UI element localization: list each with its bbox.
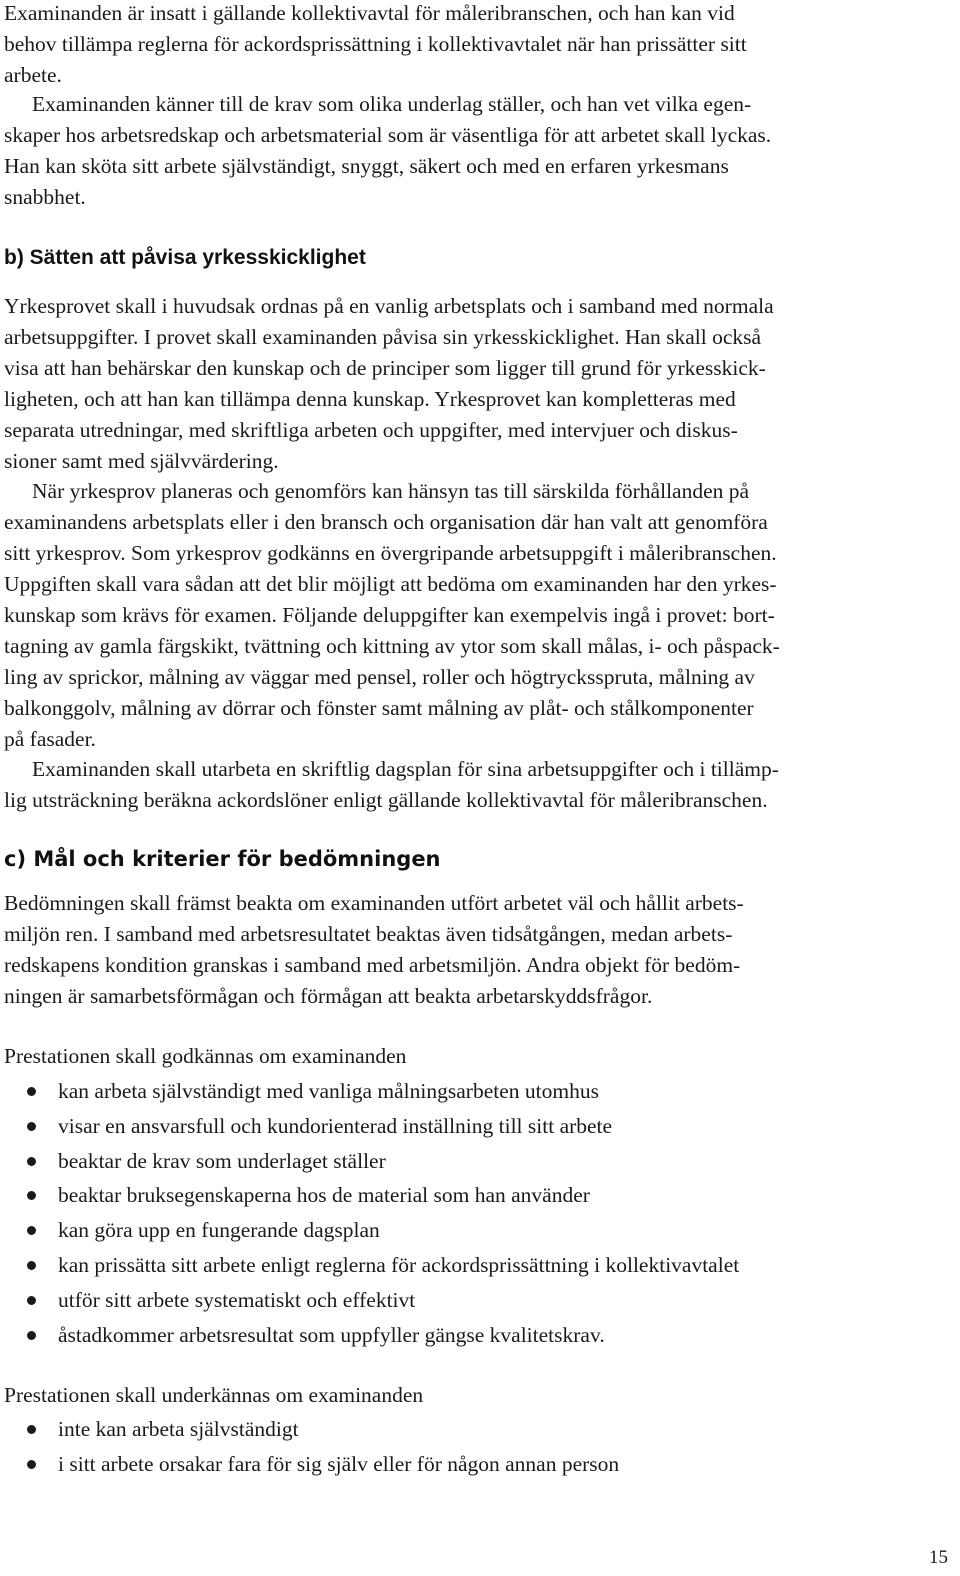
bullet-icon <box>27 1425 36 1434</box>
text-line: Uppgiften skall vara sådan att det blir möjligt att bedöma om examinanden har den yrkes- <box>4 572 777 596</box>
text-line: arbete. <box>4 63 62 87</box>
bullet-icon <box>27 1331 36 1340</box>
text-line: examinandens arbetsplats eller i den bransch och organisation där han valt att genomföra <box>4 510 768 534</box>
list-item-text: kan prissätta sitt arbete enligt reglerna för ackordsprissättning i kollektivavtalet <box>58 1252 740 1277</box>
page-number: 15 <box>929 1547 948 1568</box>
text-line: Bedömningen skall främst beakta om examinanden utfört arbetet väl och hållit arbets- <box>4 891 744 915</box>
text-line: När yrkesprov planeras och genomförs kan hänsyn tas till särskilda förhållanden på <box>32 479 750 503</box>
text-line: Han kan sköta sitt arbete självständigt, snyggt, säkert och med en erfaren yrkesmans <box>4 154 729 178</box>
text-line: Yrkesprovet skall i huvudsak ordnas på en vanlig arbetsplats och i samband med normala <box>4 294 774 318</box>
text-line: lig utsträckning beräkna ackordslöner enligt gällande kollektivavtal för måleribranschen. <box>4 788 768 812</box>
bullet-icon <box>27 1191 36 1200</box>
list-item <box>0 1285 739 1320</box>
text-line: balkonggolv, målning av dörrar och fönster samt målning av plåt- och stålkomponenter <box>4 696 754 720</box>
text-line: på fasader. <box>4 727 96 751</box>
text-line: sitt yrkesprov. Som yrkesprov godkänns en övergripande arbetsuppgift i måleribranschen. <box>4 541 777 565</box>
section-b-heading: b) Sätten att påvisa yrkesskicklighet <box>4 246 366 269</box>
approve-list <box>0 1076 739 1354</box>
list-item <box>0 1146 739 1181</box>
list-item <box>0 1250 739 1285</box>
list-item-text: visar en ansvarsfull och kundorienterad inställning till sitt arbete <box>58 1113 613 1138</box>
list-item-text: inte kan arbeta självständigt <box>58 1417 299 1441</box>
list-item <box>0 1449 619 1484</box>
section-b-paragraph-1 <box>4 291 944 477</box>
list-item-text: kan arbeta självständigt med vanliga målningsarbeten utomhus <box>58 1079 599 1103</box>
section-b-paragraph-2 <box>4 476 944 755</box>
text-line: snabbhet. <box>4 185 86 209</box>
bullet-icon <box>27 1087 36 1096</box>
text-line: tagning av gamla färgskikt, tvättning och kittning av ytor som skall målas, i- och påspack- <box>4 634 780 658</box>
intro-paragraph-2 <box>4 89 944 213</box>
list-item-text: utför sitt arbete systematiskt och effektivt <box>58 1287 416 1312</box>
list-item <box>0 1111 739 1146</box>
section-c-paragraph <box>4 888 944 1012</box>
list-item-text: i sitt arbete orsakar fara för sig själv eller för någon annan person <box>58 1451 620 1476</box>
intro-paragraph <box>4 0 944 91</box>
list-item-text: beaktar de krav som underlaget ställer <box>58 1148 386 1173</box>
text-line: kunskap som krävs för examen. Följande deluppgifter kan exempelvis ingå i provet: bort- <box>4 603 775 627</box>
text-line: Examinanden är insatt i gällande kollektivavtal för måleribranschen, och han kan vid <box>4 1 735 25</box>
text-line: behov tillämpa reglerna för ackordsprissättning i kollektivavtalet när han prissätter sitt <box>4 32 747 56</box>
text-line: redskapens kondition granskas i samband med arbetsmiljön. Andra objekt för bedöm- <box>4 953 741 977</box>
approve-intro: Prestationen skall godkännas om examinanden <box>4 1044 407 1068</box>
bullet-icon <box>27 1261 36 1270</box>
list-item <box>0 1320 739 1355</box>
bullet-icon <box>27 1122 36 1131</box>
text-line: ligheten, och att han kan tillämpa denna kunskap. Yrkesprovet kan kompletteras med <box>4 387 736 411</box>
bullet-icon <box>27 1226 36 1235</box>
reject-intro: Prestationen skall underkännas om examinanden <box>4 1383 424 1407</box>
bullet-icon <box>27 1296 36 1305</box>
text-line: ling av sprickor, målning av väggar med pensel, roller och högtrycksspruta, målning av <box>4 665 755 689</box>
text-line: skaper hos arbetsredskap och arbetsmaterial som är väsentliga för att arbetet skall lyckas. <box>4 123 772 147</box>
text-line: ningen är samarbetsförmågan och förmågan att beakta arbetarskyddsfrågor. <box>4 984 653 1008</box>
section-b-paragraph-3 <box>4 754 944 816</box>
list-item <box>0 1414 619 1449</box>
bullet-icon <box>27 1157 36 1166</box>
reject-list <box>0 1414 619 1484</box>
text-line: sioner samt med självvärdering. <box>4 449 279 473</box>
text-line: arbetsuppgifter. I provet skall examinanden påvisa sin yrkesskicklighet. Han skall också <box>4 325 762 349</box>
text-line: visa att han behärskar den kunskap och de principer som ligger till grund för yrkesskick- <box>4 356 766 380</box>
list-item <box>0 1215 739 1250</box>
list-item <box>0 1180 739 1215</box>
list-item-text: beaktar bruksegenskaperna hos de material som han använder <box>58 1183 590 1208</box>
text-line: miljön ren. I samband med arbetsresultatet beaktas även tidsåtgången, medan arbets- <box>4 922 733 946</box>
text-line: Examinanden skall utarbeta en skriftlig dagsplan för sina arbetsuppgifter och i tillämp- <box>32 757 779 781</box>
list-item-text: kan göra upp en fungerande dagsplan <box>58 1218 380 1243</box>
list-item <box>0 1076 739 1111</box>
section-c-heading: c) Mål och kriterier för bedömningen <box>4 847 441 871</box>
text-line: Examinanden känner till de krav som olika underlag ställer, och han vet vilka egen- <box>32 92 752 116</box>
bullet-icon <box>27 1460 36 1469</box>
list-item-text: åstadkommer arbetsresultat som uppfyller gängse kvalitetskrav. <box>58 1322 605 1347</box>
text-line: separata utredningar, med skriftliga arbeten och uppgifter, med intervjuer och diskus- <box>4 418 738 442</box>
